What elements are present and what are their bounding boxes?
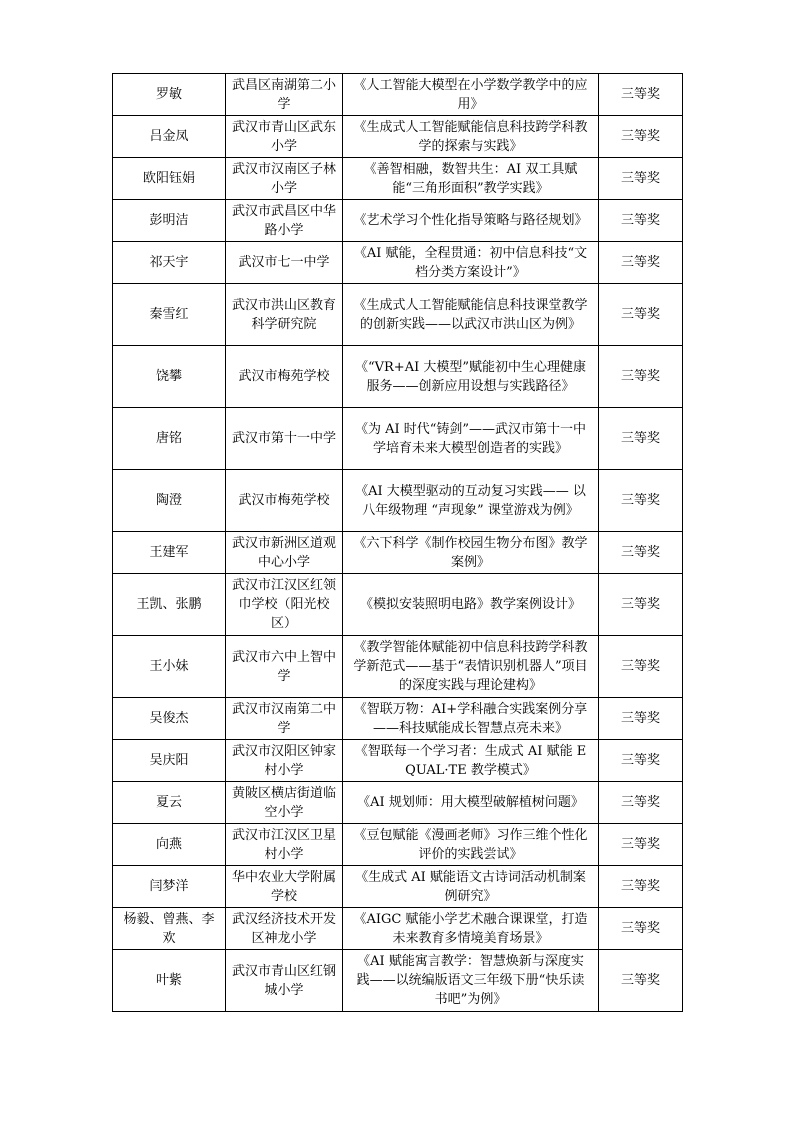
name-cell: 杨毅、曾燕、李欢 [113,908,226,950]
award-cell: 三等奖 [599,824,683,866]
name-cell: 彭明洁 [113,200,226,242]
name-cell: 欧阳钰娟 [113,158,226,200]
title-cell: 《生成式 AI 赋能语文古诗词活动机制案例研究》 [343,866,599,908]
award-cell: 三等奖 [599,158,683,200]
school-cell: 武汉市第十一中学 [226,408,343,470]
name-cell: 饶攀 [113,346,226,408]
school-cell: 武汉市七一中学 [226,242,343,284]
name-cell: 王小妹 [113,636,226,698]
award-cell: 三等奖 [599,740,683,782]
award-cell: 三等奖 [599,636,683,698]
school-cell: 武昌区南湖第二小学 [226,74,343,116]
school-cell: 武汉市汉阳区钟家村小学 [226,740,343,782]
name-cell: 陶澄 [113,470,226,532]
name-cell: 向燕 [113,824,226,866]
school-cell: 武汉市江汉区红领巾学校（阳光校区） [226,574,343,636]
title-cell: 《AI 赋能，全程贯通：初中信息科技“文档分类方案设计”》 [343,242,599,284]
title-cell: 《智联每一个学习者：生成式 AI 赋能 EQUAL·TE 教学模式》 [343,740,599,782]
name-cell: 罗敏 [113,74,226,116]
award-cell: 三等奖 [599,242,683,284]
table-row [113,698,683,740]
award-table [112,73,683,1012]
name-cell: 唐铭 [113,408,226,470]
name-cell: 王建军 [113,532,226,574]
school-cell: 黄陂区横店街道临空小学 [226,782,343,824]
school-cell: 武汉市梅苑学校 [226,470,343,532]
title-cell: 《豆包赋能《漫画老师》习作三维个性化评价的实践尝试》 [343,824,599,866]
school-cell: 武汉市梅苑学校 [226,346,343,408]
school-cell: 武汉市青山区武东小学 [226,116,343,158]
title-cell: 《“VR+AI 大模型”赋能初中生心理健康服务——创新应用设想与实践路径》 [343,346,599,408]
award-cell: 三等奖 [599,470,683,532]
table-row [113,284,683,346]
table-row [113,408,683,470]
award-cell: 三等奖 [599,408,683,470]
award-cell: 三等奖 [599,574,683,636]
table-row [113,470,683,532]
table-row [113,908,683,950]
school-cell: 武汉市江汉区卫星村小学 [226,824,343,866]
name-cell: 秦雪红 [113,284,226,346]
table-row [113,782,683,824]
school-cell: 武汉市洪山区教育科学研究院 [226,284,343,346]
award-cell: 三等奖 [599,866,683,908]
award-cell: 三等奖 [599,200,683,242]
table-row [113,158,683,200]
title-cell: 《模拟安装照明电路》教学案例设计》 [343,574,599,636]
table-row [113,200,683,242]
award-cell: 三等奖 [599,532,683,574]
school-cell: 武汉经济技术开发区神龙小学 [226,908,343,950]
name-cell: 吴俊杰 [113,698,226,740]
table-row [113,346,683,408]
table-row [113,740,683,782]
school-cell: 武汉市汉南区子林小学 [226,158,343,200]
name-cell: 吕金凤 [113,116,226,158]
award-cell: 三等奖 [599,346,683,408]
table-row [113,242,683,284]
school-cell: 武汉市汉南第二中学 [226,698,343,740]
school-cell: 武汉市新洲区道观中心小学 [226,532,343,574]
table-row [113,824,683,866]
school-cell: 武汉市武昌区中华路小学 [226,200,343,242]
title-cell: 《生成式人工智能赋能信息科技课堂教学的创新实践——以武汉市洪山区为例》 [343,284,599,346]
award-cell: 三等奖 [599,74,683,116]
award-cell: 三等奖 [599,284,683,346]
award-cell: 三等奖 [599,950,683,1012]
table-row [113,636,683,698]
table-row [113,532,683,574]
title-cell: 《AI 赋能寓言教学：智慧焕新与深度实践——以统编版语文三年级下册“快乐读书吧”为例》 [343,950,599,1012]
title-cell: 《教学智能体赋能初中信息科技跨学科教学新范式——基于“表情识别机器人”项目的深度实践与理论建构》 [343,636,599,698]
table-row [113,74,683,116]
title-cell: 《AI 大模型驱动的互动复习实践—— 以八年级物理 “声现象” 课堂游戏为例》 [343,470,599,532]
title-cell: 《AIGC 赋能小学艺术融合课课堂，打造未来教育多情境美育场景》 [343,908,599,950]
title-cell: 《AI 规划师：用大模型破解植树问题》 [343,782,599,824]
name-cell: 王凯、张鹏 [113,574,226,636]
school-cell: 华中农业大学附属学校 [226,866,343,908]
title-cell: 《为 AI 时代“铸剑”——武汉市第十一中学培育未来大模型创造者的实践》 [343,408,599,470]
name-cell: 祁天宇 [113,242,226,284]
school-cell: 武汉市青山区红钢城小学 [226,950,343,1012]
name-cell: 叶紫 [113,950,226,1012]
award-cell: 三等奖 [599,782,683,824]
title-cell: 《智联万物：AI+学科融合实践案例分享——科技赋能成长智慧点亮未来》 [343,698,599,740]
title-cell: 《生成式人工智能赋能信息科技跨学科教学的探索与实践》 [343,116,599,158]
name-cell: 夏云 [113,782,226,824]
table-row [113,950,683,1012]
award-cell: 三等奖 [599,116,683,158]
award-cell: 三等奖 [599,698,683,740]
name-cell: 吴庆阳 [113,740,226,782]
award-cell: 三等奖 [599,908,683,950]
title-cell: 《人工智能大模型在小学数学教学中的应用》 [343,74,599,116]
table-row [113,116,683,158]
table-row [113,866,683,908]
school-cell: 武汉市六中上智中学 [226,636,343,698]
table-row [113,574,683,636]
title-cell: 《艺术学习个性化指导策略与路径规划》 [343,200,599,242]
title-cell: 《善智相融，数智共生：AI 双工具赋能“三角形面积”教学实践》 [343,158,599,200]
title-cell: 《六下科学《制作校园生物分布图》教学案例》 [343,532,599,574]
name-cell: 闫梦洋 [113,866,226,908]
